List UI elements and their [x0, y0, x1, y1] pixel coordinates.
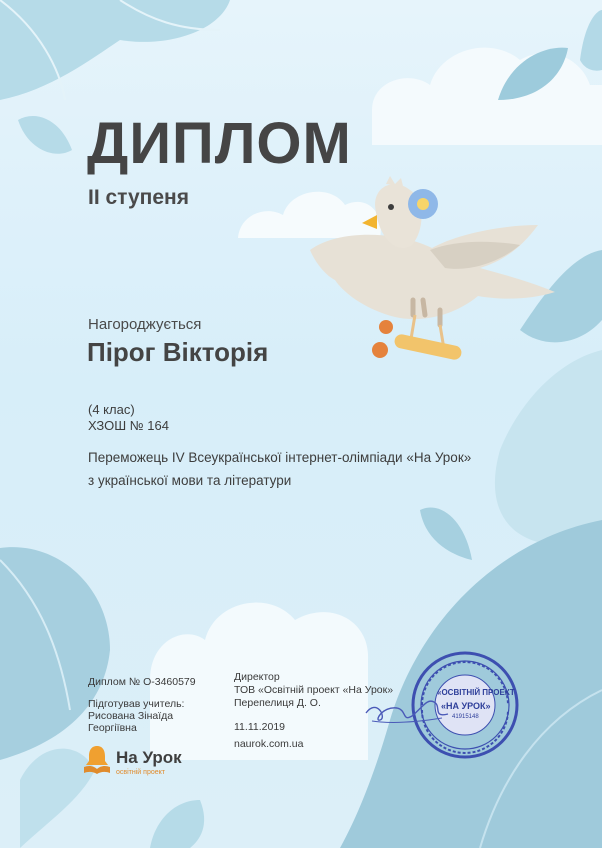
director-label: Директор	[234, 671, 280, 683]
diploma-number: Диплом № О-3460579	[88, 676, 196, 688]
brand-subtitle: освітній проект	[116, 769, 165, 776]
issue-date: 11.11.2019	[234, 721, 285, 733]
stamp-text-line-2: «НА УРОК»	[441, 701, 491, 711]
bell-book-icon	[83, 744, 111, 774]
website-link[interactable]: naurok.com.ua	[234, 738, 304, 750]
director-organization: ТОВ «Освітній проект «На Урок»	[234, 684, 394, 696]
diploma-title: ДИПЛОМ	[87, 111, 352, 176]
director-name: Перепелиця Д. О.	[234, 697, 321, 709]
prepared-by-label: Підготував учитель:	[88, 698, 185, 710]
achievement-line-1: Переможець IV Всеукраїнської інтернет-олімпіади «На Урок»	[88, 450, 472, 465]
stamp-text-line-1: «ОСВІТНІЙ ПРОЕКТ	[437, 688, 515, 697]
teacher-name-line-2: Георгіївна	[88, 722, 137, 734]
brand-name: На Урок	[116, 748, 182, 767]
recipient-name: Пірог Вікторія	[87, 337, 269, 367]
achievement-line-2: з української мови та літератури	[88, 473, 292, 488]
director-signature	[362, 688, 452, 728]
stamp-text-line-3: 41915148	[452, 714, 479, 720]
bird-illustration	[310, 176, 555, 361]
recipient-school: ХЗОШ № 164	[88, 418, 169, 433]
awarded-label: Нагороджується	[88, 316, 202, 333]
recipient-grade: (4 клас)	[88, 402, 135, 417]
diploma-degree: ІІ ступеня	[88, 186, 189, 209]
teacher-name-line-1: Рисована Зінаїда	[88, 710, 174, 722]
